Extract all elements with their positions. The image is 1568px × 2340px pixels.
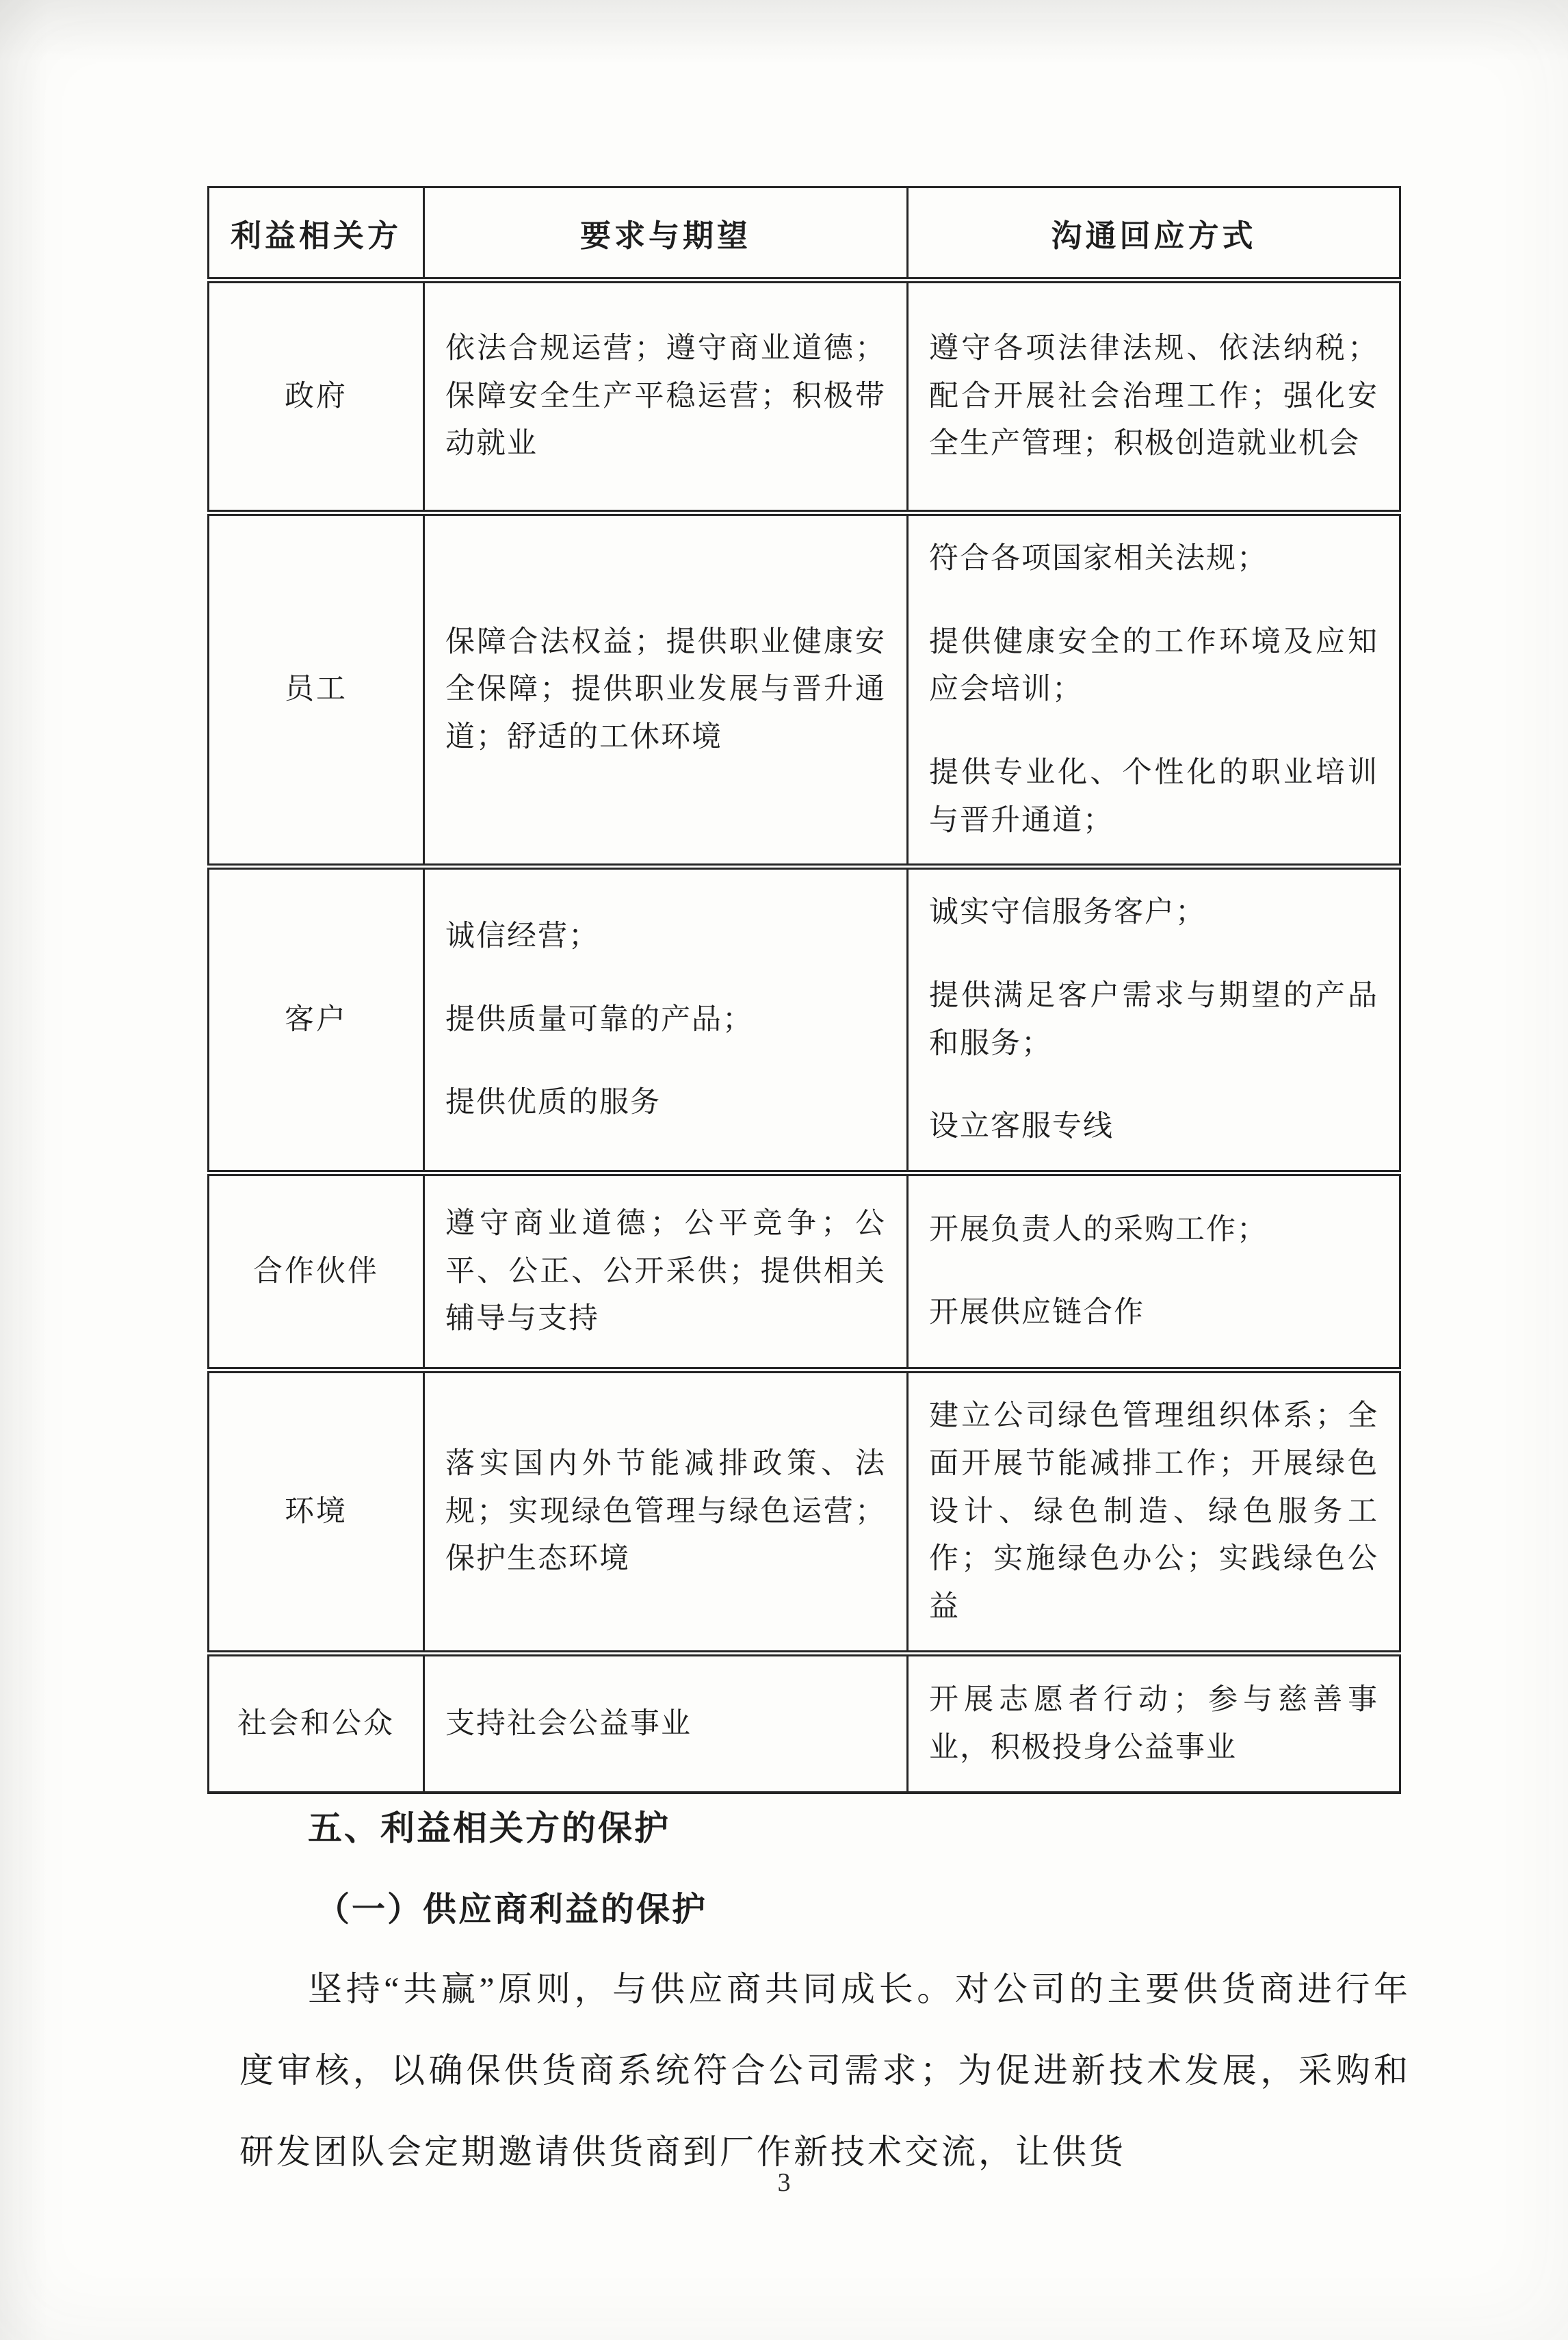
expectations-cell <box>424 1370 908 1653</box>
table-row-government <box>209 281 1400 513</box>
col-header-responses: 沟通回应方式 <box>908 187 1400 281</box>
stakeholder-name: 环境 <box>209 1370 424 1653</box>
cell-paragraph: 提供质量可靠的产品； <box>445 1003 753 1036</box>
subsection-heading: （一）供应商利益的保护 <box>316 1891 708 1928</box>
section-heading: 五、利益相关方的保护 <box>308 1809 670 1847</box>
page-number: 3 <box>777 2168 791 2197</box>
expectations-cell <box>424 1653 908 1793</box>
cell-paragraph: 设立客服专线 <box>929 1110 1114 1143</box>
table-row-environment <box>209 1370 1400 1653</box>
cell-paragraph: 符合各项国家相关法规； <box>929 543 1268 575</box>
expectations-cell <box>424 281 908 513</box>
cell-paragraph: 遵守商业道德；公平竞争；公平、公正、公开采供；提供相关辅导与支持 <box>445 1207 886 1336</box>
cell-paragraph: 提供专业化、个性化的职业培训与晋升通道； <box>929 756 1378 837</box>
cell-paragraph: 依法合规运营；遵守商业道德；保障安全生产平稳运营；积极带动就业 <box>445 333 886 460</box>
stakeholder-name: 合作伙伴 <box>209 1173 424 1370</box>
expectations-cell <box>424 867 908 1173</box>
cell-paragraph: 建立公司绿色管理组织体系；全面开展节能减排工作；开展绿色设计、绿色制造、绿色服务工作；实施绿色办公；实践绿色公益 <box>929 1400 1378 1623</box>
cell-paragraph: 落实国内外节能减排政策、法规；实现绿色管理与绿色运营；保护生态环境 <box>445 1447 886 1576</box>
responses-cell <box>908 281 1400 513</box>
cell-paragraph: 开展志愿者行动；参与慈善事业，积极投身公益事业 <box>929 1684 1378 1764</box>
stakeholder-name: 员工 <box>209 513 424 867</box>
stakeholder-name: 客户 <box>209 867 424 1173</box>
table-row-society <box>209 1653 1400 1793</box>
responses-cell <box>908 1370 1400 1653</box>
cell-paragraph: 遵守各项法律法规、依法纳税；配合开展社会治理工作；强化安全生产管理；积极创造就业机会 <box>929 333 1378 460</box>
body-paragraph: 坚持“共赢”原则，与供应商共同成长。对公司的主要供货商进行年度审核，以确保供货商系统符合公司需求；为促进新技术发展，采购和研发团队会定期邀请供货商到厂作新技术交流，让供货 <box>239 1970 1411 2171</box>
table-row-employees <box>209 513 1400 867</box>
cell-paragraph: 提供满足客户需求与期望的产品和服务； <box>929 979 1378 1060</box>
stakeholder-name: 政府 <box>209 281 424 513</box>
table-header-row <box>209 187 1400 281</box>
stakeholder-table <box>207 186 1401 1794</box>
col-header-stakeholder: 利益相关方 <box>209 187 424 281</box>
expectations-cell <box>424 1173 908 1370</box>
stakeholder-name: 社会和公众 <box>209 1653 424 1793</box>
cell-paragraph: 提供健康安全的工作环境及应知应会培训； <box>929 625 1378 706</box>
cell-paragraph: 诚信经营； <box>445 920 599 953</box>
cell-paragraph: 支持社会公益事业 <box>445 1707 692 1740</box>
cell-paragraph: 开展供应链合作 <box>929 1297 1145 1329</box>
table-row-customers <box>209 867 1400 1173</box>
cell-paragraph: 开展负责人的采购工作； <box>929 1213 1268 1246</box>
cell-paragraph: 保障合法权益；提供职业健康安全保障；提供职业发展与晋升通道；舒适的工休环境 <box>445 625 886 753</box>
col-header-expectations: 要求与期望 <box>424 187 908 281</box>
responses-cell <box>908 513 1400 867</box>
table-row-partners <box>209 1173 1400 1370</box>
responses-cell <box>908 1173 1400 1370</box>
cell-paragraph: 诚实守信服务客户； <box>929 896 1206 929</box>
expectations-cell <box>424 513 908 867</box>
text-section <box>239 1801 1411 2193</box>
responses-cell <box>908 867 1400 1173</box>
responses-cell <box>908 1653 1400 1793</box>
cell-paragraph: 提供优质的服务 <box>445 1087 661 1119</box>
